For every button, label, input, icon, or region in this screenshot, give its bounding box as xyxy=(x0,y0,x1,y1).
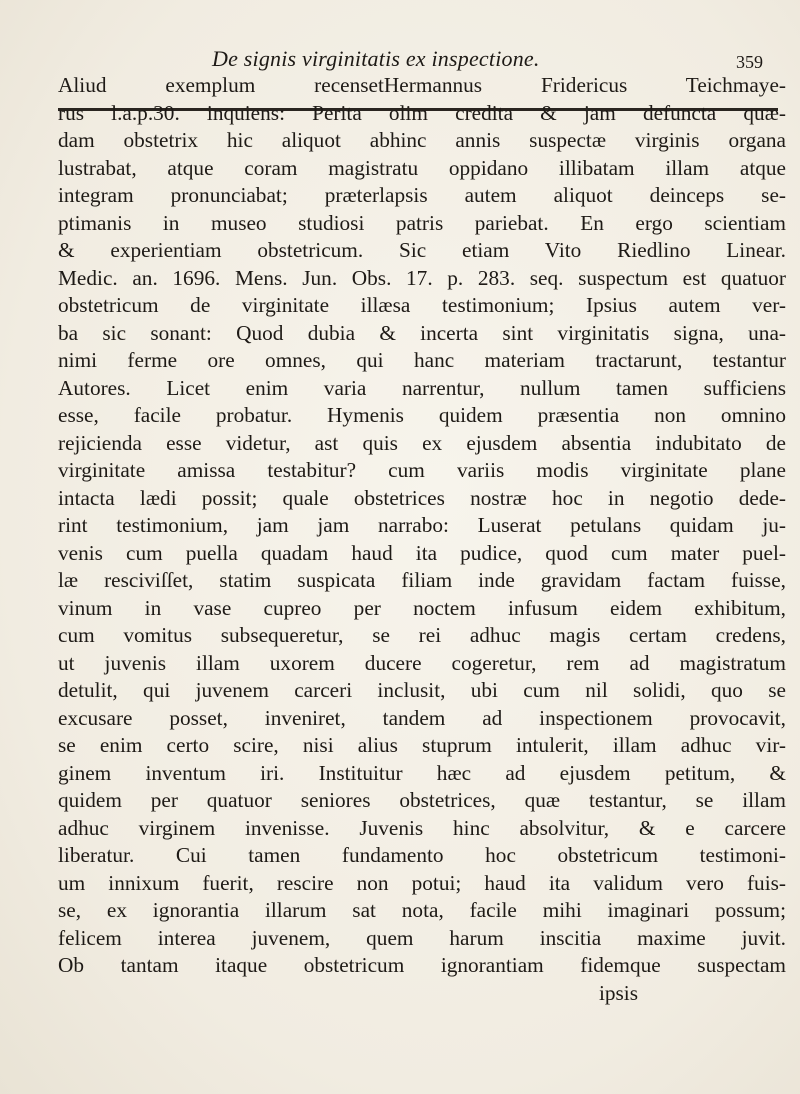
text-line: venis cum puella quadam haud ita pudice, quod cum mater puel- xyxy=(58,540,786,565)
text-line: felicem interea juvenem, quem harum inscitia maxime juvit. xyxy=(58,925,786,950)
text-line: lustrabat, atque coram magistratu oppidano illibatam illam atque xyxy=(58,155,786,180)
text-line: nimi ferme ore omnes, qui hanc materiam tractarunt, testantur xyxy=(58,348,786,372)
text-line: esse, facile probatur. Hymenis quidem præsentia non omnino xyxy=(58,403,786,427)
text-line: excusare posset, inveniret, tandem ad inspectionem provocavit, xyxy=(58,705,786,730)
text-line: integram pronunciabat; præterlapsis autem aliquot deinceps se- xyxy=(58,183,786,207)
text-line: & experientiam obstetricum. Sic etiam Vito Riedlino Linear. xyxy=(58,238,786,262)
running-title: De signis virginitatis ex inspectione. xyxy=(212,46,540,71)
text-line: virginitate amissa testabitur? cum variis modis virginitate plane xyxy=(58,458,786,482)
text-line: adhuc virginem invenisse. Juvenis hinc absolvitur, & e carcere xyxy=(58,815,786,840)
catchword: ipsis xyxy=(598,980,638,1005)
text-line: obstetricum de virginitate illæsa testimonium; Ipsius autem ver- xyxy=(58,293,786,317)
text-line: rint testimonium, jam jam narrabo: Luserat petulans quidam ju- xyxy=(58,513,786,537)
text-line: Autores. Licet enim varia narrentur, nullum tamen sufficiens xyxy=(58,375,786,400)
text-line: læ resciviſſet, statim suspicata filiam inde gravidam factam fuisse, xyxy=(58,568,786,592)
text-line: se enim certo scire, nisi alius stuprum intulerit, illam adhuc vir- xyxy=(58,733,786,757)
text-line: quidem per quatuor seniores obstetrices, quæ testantur, se illam xyxy=(58,788,786,812)
text-line: ba sic sonant: Quod dubia & incerta sint virginitatis signa, una- xyxy=(58,320,786,345)
text-line: Ob tantam itaque obstetricum ignorantiam fidemque suspectam xyxy=(58,953,786,977)
text-line: se, ex ignorantia illarum sat nota, facile mihi imaginari possum; xyxy=(58,898,786,922)
text-line: vinum in vase cupreo per noctem infusum eidem exhibitum, xyxy=(58,595,786,620)
text-line: ut juvenis illam uxorem ducere cogeretur, rem ad magistratum xyxy=(58,650,786,675)
text-line: ginem inventum iri. Instituitur hæc ad ejusdem petitum, & xyxy=(58,760,786,785)
text-line: intacta lædi possit; quale obstetrices nostræ hoc in negotio dede- xyxy=(58,485,786,510)
text-line: dam obstetrix hic aliquot abhinc annis suspectæ virginis organa xyxy=(58,128,786,152)
text-line: Aliud exemplum recensetHermannus Fridericus Teichmaye- xyxy=(58,73,786,97)
text-line: rus l.a.p.30. inquiens: Perita olim credita & jam defuncta quæ- xyxy=(58,100,786,125)
text-line: liberatur. Cui tamen fundamento hoc obstetricum testimoni- xyxy=(58,843,786,867)
text-line: detulit, qui juvenem carceri inclusit, ubi cum nil solidi, quo se xyxy=(58,678,786,702)
page-number: 359 xyxy=(736,52,763,72)
text-line: cum vomitus subsequeretur, se rei adhuc magis certam credens, xyxy=(58,623,786,647)
text-line: Medic. an. 1696. Mens. Jun. Obs. 17. p. 283. seq. suspectum est quatuor xyxy=(58,265,786,290)
text-line: um innixum fuerit, rescire non potui; haud ita validum vero fuis- xyxy=(58,870,786,895)
text-line: ptimanis in museo studiosi patris pariebat. En ergo scientiam xyxy=(58,210,786,235)
text-line: rejicienda esse videtur, ast quis ex ejusdem absentia indubitato de xyxy=(58,430,786,455)
body-text xyxy=(58,72,786,1007)
